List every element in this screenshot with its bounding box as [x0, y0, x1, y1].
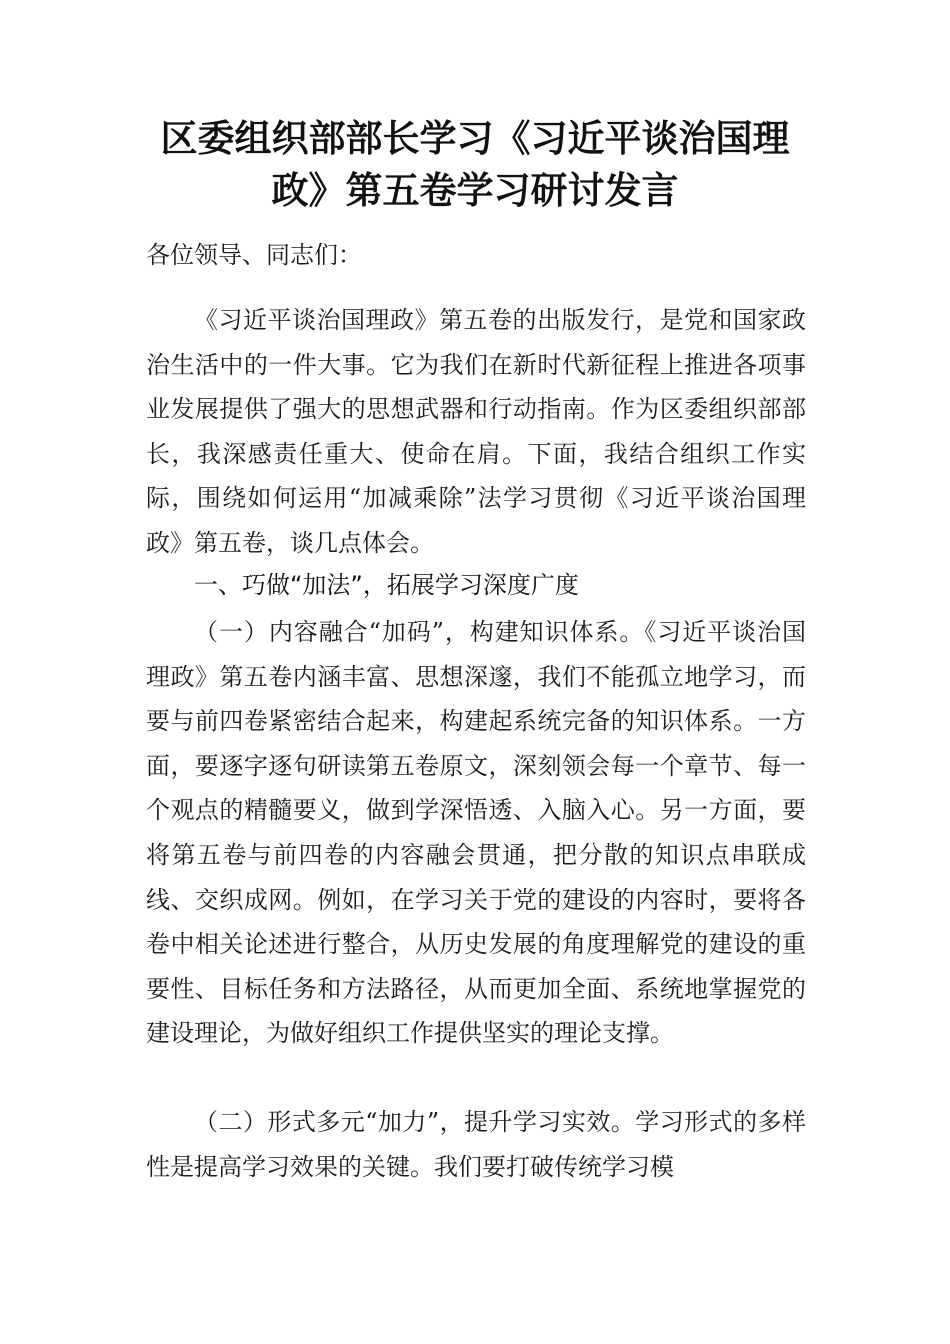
paragraph-intro: 《习近平谈治国理政》第五卷的出版发行，是党和国家政治生活中的一件大事。它为我们在新时代新征程上推进各项事业发展提供了强大的思想武器和行动指南。作为区委组织部部长，我深感责任重大、使命在肩。下面，我结合组织工作实际，围绕如何运用“加减乘除”法学习贯彻《习近平谈治国理政》第五卷，谈几点体会。	[146, 306, 806, 557]
paragraph-content-integration: （一）内容融合“加码”，构建知识体系。《习近平谈治国理政》第五卷内涵丰富、思想深邃，我们不能孤立地学习，而要与前四卷紧密结合起来，构建起系统完备的知识体系。一方面，要逐字逐句研读第五卷原文，深刻领会每一个章节、每一个观点的精髓要义，做到学深悟透、入脑入心。另一方面，要将第五卷与前四卷的内容融会贯通，把分散的知识点串联成线、交织成网。例如，在学习关于党的建设的内容时，要将各卷中相关论述进行整合，从历史发展的角度理解党的建设的重要性、目标任务和方法路径，从而更加全面、系统地掌握党的建设理论，为做好组织工作提供坚实的理论支撑。	[146, 618, 806, 1048]
section-heading-1: 一、巧做“加法”，拓展学习深度广度	[194, 571, 579, 599]
document-title-line-2: 政》第五卷学习研讨发言	[271, 168, 679, 212]
salutation: 各位领导、同志们：	[146, 241, 362, 269]
paragraph-diverse-forms: （二）形式多元“加力”，提升学习实效。学习形式的多样性是提高学习效果的关键。我们要打破传统学习模	[146, 1108, 806, 1181]
document-title-line-1: 区委组织部部长学习《习近平谈治国理	[160, 116, 790, 160]
